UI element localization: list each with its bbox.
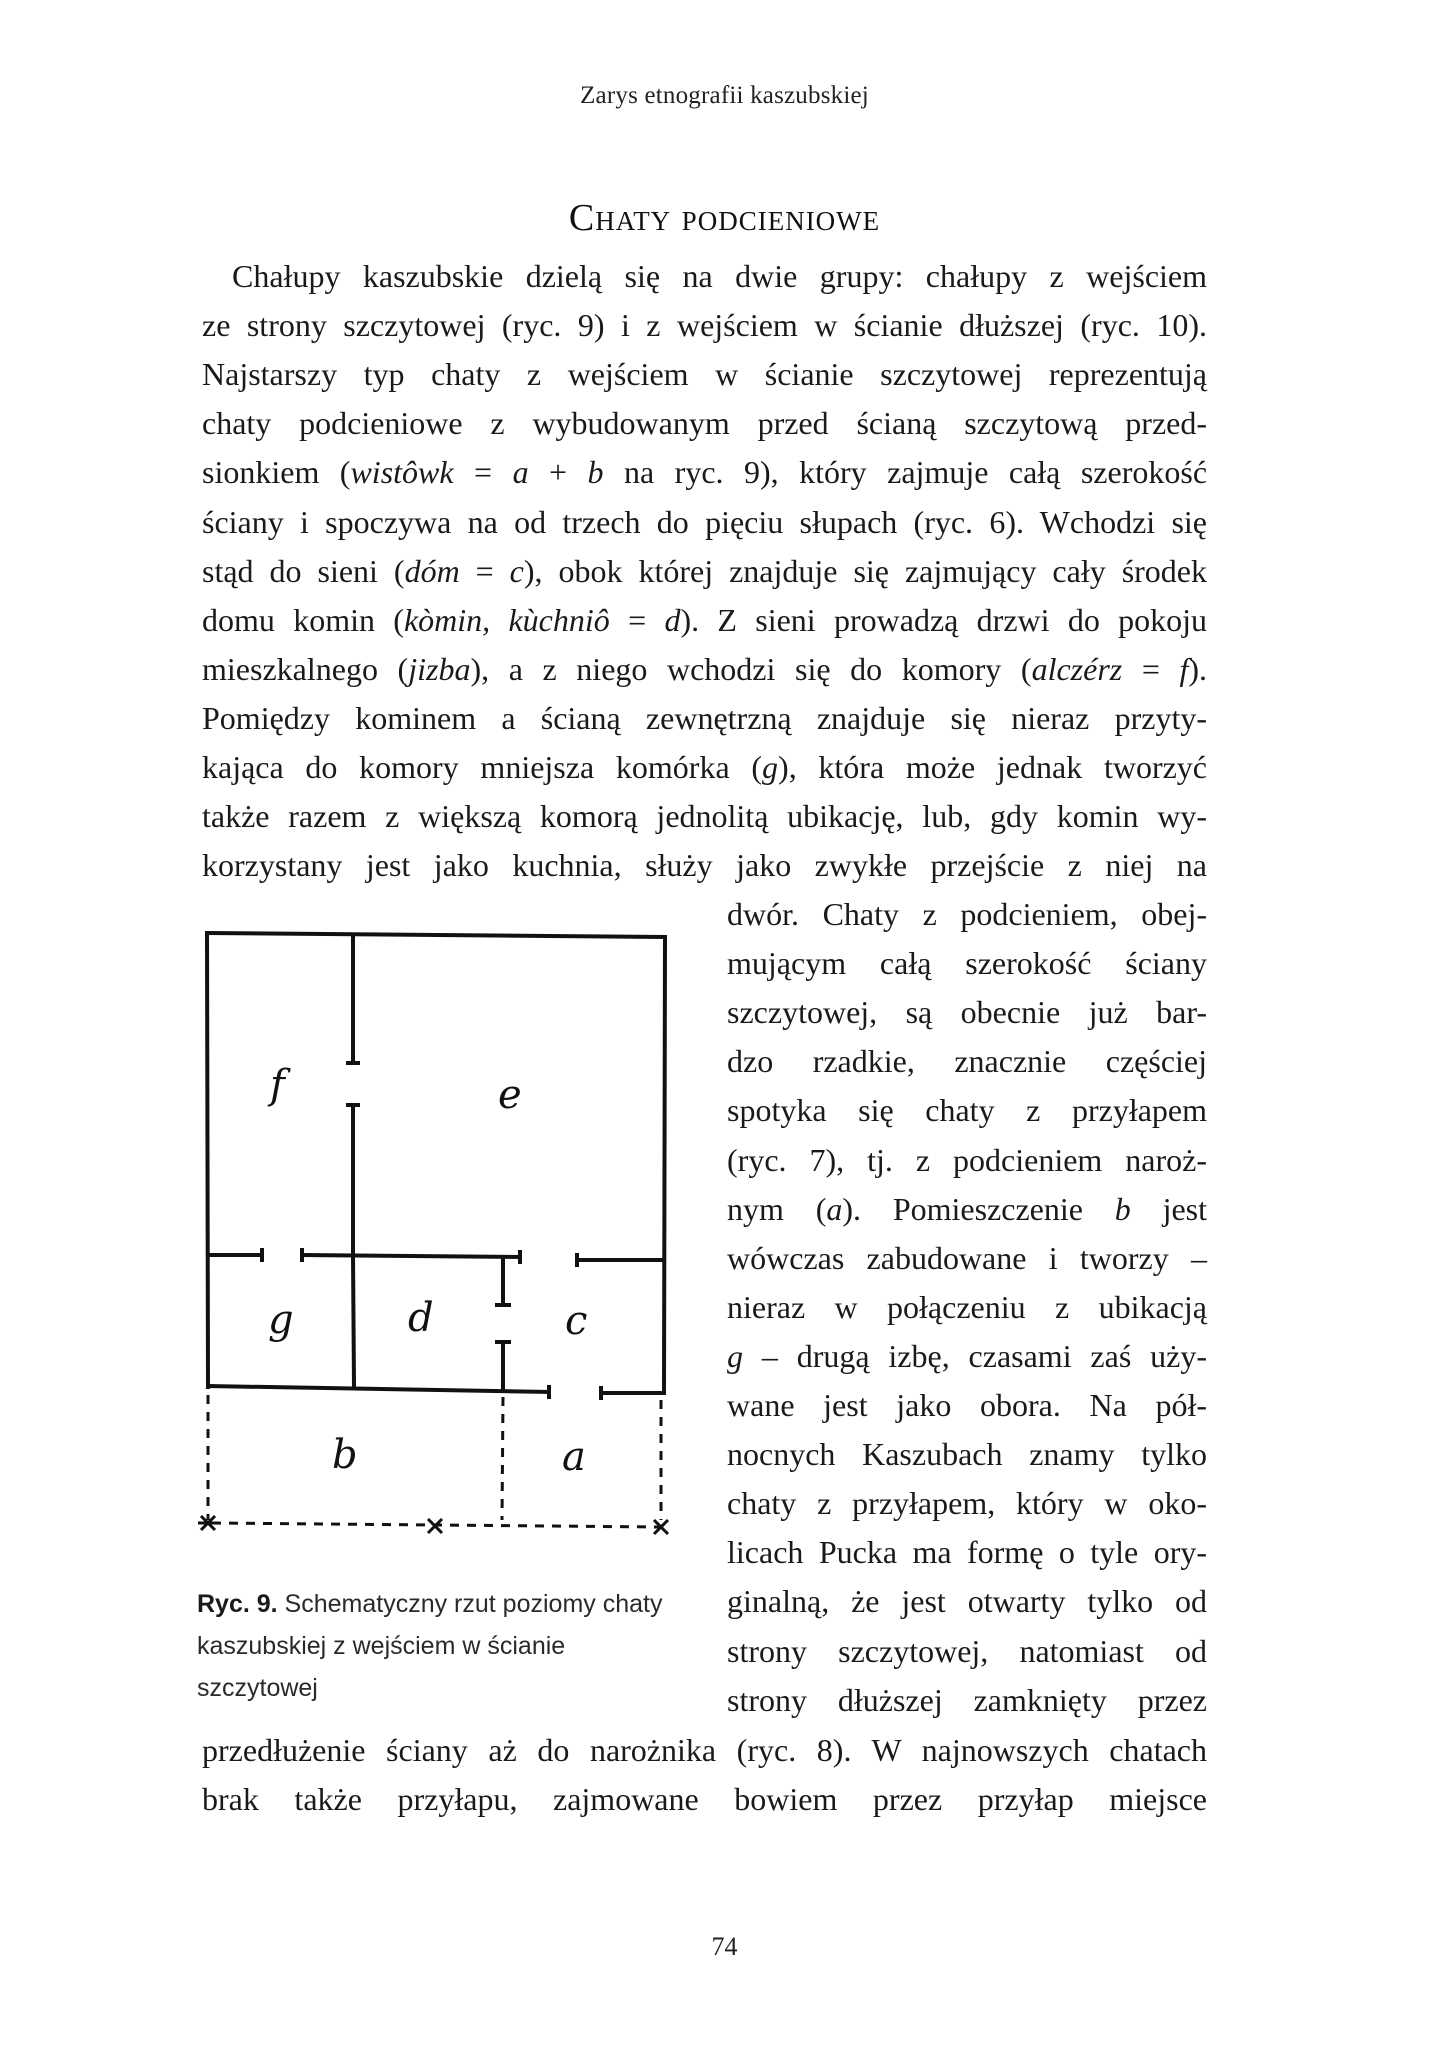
text-line xyxy=(202,1779,1207,1819)
text-line xyxy=(202,796,1207,836)
italic-term: kòmin, kùchniô xyxy=(403,601,610,638)
text-run: ). xyxy=(1188,650,1208,687)
text-line xyxy=(202,747,1207,787)
text-line xyxy=(202,1730,1207,1770)
text-line xyxy=(727,894,1207,934)
room-label-b: b xyxy=(332,1432,358,1478)
text-run: mieszkalnego ( xyxy=(202,650,409,687)
text-run: brak także przyłapu, zajmowane bowiem przez przyłap miejsce xyxy=(202,1781,1207,1818)
italic-term: jizba xyxy=(408,650,471,687)
porch-dash-middle xyxy=(502,1397,503,1520)
text-run: domu komin ( xyxy=(202,601,404,638)
text-run: ). Pomieszczenie xyxy=(842,1190,1115,1227)
caption-text-line3: szczytowej xyxy=(197,1674,318,1702)
text-run: sionkiem ( xyxy=(202,454,351,491)
text-run: chaty z przyłapem, który w oko- xyxy=(727,1485,1207,1522)
text-line xyxy=(202,600,1207,640)
italic-term: g xyxy=(727,1337,743,1374)
text-line xyxy=(727,1041,1207,1081)
text-run: Pomiędzy kominem a ścianą zewnętrzną znajduje się nieraz przyty- xyxy=(202,699,1207,736)
page-number: 74 xyxy=(711,1932,738,1961)
italic-term: a xyxy=(512,454,529,491)
text-run: także razem z większą komorą jednolitą ubikację, lub, gdy komin wy- xyxy=(202,798,1207,835)
text-run: spotyka się chaty z przyłapem xyxy=(727,1092,1207,1129)
text-run: chaty podcieniowe z wybudowanym przed ścianą szczytową przed- xyxy=(202,405,1207,442)
text-line xyxy=(727,1631,1207,1671)
text-run: nieraz w połączeniu z ubikacją xyxy=(727,1288,1207,1325)
text-run: ). Z sieni prowadzą drzwi do pokoju xyxy=(680,601,1208,638)
text-line xyxy=(232,256,1207,296)
text-line xyxy=(202,502,1207,542)
outer-wall-right xyxy=(664,937,665,1393)
text-run: kająca do komory mniejsza komórka ( xyxy=(202,749,763,785)
text-run: ), która może jednak tworzyć xyxy=(778,749,1208,785)
text-run: jest xyxy=(1130,1190,1208,1227)
text-run: = xyxy=(453,454,513,491)
text-line xyxy=(727,992,1207,1032)
italic-term: d xyxy=(664,601,681,638)
text-line xyxy=(202,698,1207,738)
room-label-d: d xyxy=(408,1295,434,1341)
text-run: wówczas zabudowane i tworzy – xyxy=(727,1239,1207,1276)
text-line xyxy=(202,305,1207,345)
text-run: wane jest jako obora. Na pół- xyxy=(727,1387,1207,1423)
text-line xyxy=(727,1238,1207,1278)
room-label-g: g xyxy=(268,1297,294,1343)
text-run: szczytowej, są obecnie już bar- xyxy=(727,994,1207,1031)
text-run: stąd do sieni ( xyxy=(202,552,405,589)
text-run: strony szczytowej, natomiast od xyxy=(727,1632,1207,1669)
outer-wall-top xyxy=(207,933,665,937)
text-run: (ryc. 7), tj. z podcieniem naroż- xyxy=(727,1141,1207,1178)
outer-wall-left xyxy=(207,933,208,1387)
text-run: + xyxy=(528,454,588,491)
text-run: przedłużenie ściany aż do narożnika (ryc. 8). W najnowszych chatach xyxy=(202,1732,1207,1768)
text-run: Chałupy kaszubskie dzielą się na dwie grupy: chałupy z wejściem xyxy=(232,258,1207,294)
text-line xyxy=(202,403,1207,443)
text-run: ), obok której znajduje się zajmujący cały środek xyxy=(523,552,1208,589)
wall-g-d-top xyxy=(302,1255,520,1257)
italic-term: alczérz xyxy=(1031,650,1123,687)
text-line xyxy=(727,1532,1207,1572)
italic-term: wistôwk xyxy=(350,454,454,491)
text-run: ze strony szczytowej (ryc. 9) i z wejściem w ścianie dłuższej (ryc. 10). xyxy=(202,307,1207,344)
room-label-c: c xyxy=(565,1298,588,1344)
text-line xyxy=(727,1483,1207,1523)
text-run: mującym całą szerokość ściany xyxy=(727,945,1207,982)
italic-term: a xyxy=(826,1190,843,1227)
text-run: dzo rzadkie, znacznie częściej xyxy=(727,1043,1207,1080)
floor-plan-figure xyxy=(190,915,690,1545)
text-run: nym ( xyxy=(727,1190,827,1227)
text-line xyxy=(727,1581,1207,1621)
text-run: dwór. Chaty z podcieniem, obej- xyxy=(727,896,1207,932)
text-run: = xyxy=(609,601,665,638)
text-line xyxy=(202,845,1207,885)
text-line xyxy=(727,1140,1207,1180)
text-line xyxy=(202,354,1207,394)
text-run: – drugą izbę, czasami zaś uży- xyxy=(743,1337,1207,1374)
text-run: korzystany jest jako kuchnia, służy jako zwykłe przejście z niej na xyxy=(202,847,1207,884)
text-line xyxy=(727,1434,1207,1474)
text-run: = xyxy=(459,552,510,589)
floor-plan-drawing xyxy=(190,915,690,1545)
text-line xyxy=(202,551,1207,591)
text-run: licach Pucka ma formę o tyle ory- xyxy=(727,1534,1207,1571)
wall-g-d xyxy=(353,1255,354,1386)
text-line xyxy=(727,1336,1207,1376)
room-label-a: a xyxy=(562,1434,586,1480)
italic-term: dóm xyxy=(404,552,460,589)
italic-term: b xyxy=(587,454,604,491)
text-run: = xyxy=(1122,650,1180,687)
text-line xyxy=(202,649,1207,689)
italic-term: g xyxy=(762,749,779,785)
room-label-e: e xyxy=(498,1072,522,1118)
caption-text-line1: Schematyczny rzut poziomy chaty xyxy=(277,1590,663,1618)
text-line xyxy=(202,452,1207,492)
italic-term: f xyxy=(1179,650,1189,687)
italic-term: c xyxy=(509,552,524,589)
section-title: Chaty podcieniowe xyxy=(568,197,881,239)
running-head: Zarys etnografii kaszubskiej xyxy=(580,82,869,109)
italic-term: b xyxy=(1114,1190,1131,1227)
text-run: strony dłuższej zamknięty przez xyxy=(727,1681,1207,1718)
text-line xyxy=(727,1680,1207,1720)
text-line xyxy=(727,1090,1207,1130)
text-run: nocnych Kaszubach znamy tylko xyxy=(727,1436,1207,1473)
text-line xyxy=(727,1287,1207,1327)
text-line xyxy=(727,1385,1207,1425)
figure-caption xyxy=(197,1583,697,1709)
text-run: ginalną, że jest otwarty tylko od xyxy=(727,1583,1207,1620)
text-run: ), a z niego wchodzi się do komory ( xyxy=(470,650,1032,687)
caption-text-line2: kaszubskiej z wejściem w ścianie xyxy=(197,1632,566,1660)
text-run: ściany i spoczywa na od trzech do pięciu słupach (ryc. 6). Wchodzi się xyxy=(202,503,1207,540)
text-run: Najstarszy typ chaty z wejściem w ścianie szczytowej reprezentują xyxy=(202,356,1207,393)
caption-label: Ryc. 9. xyxy=(197,1590,278,1618)
text-line xyxy=(727,943,1207,983)
wall-bottom-left xyxy=(208,1386,549,1392)
room-label-f: f xyxy=(270,1062,285,1108)
text-line xyxy=(727,1189,1207,1229)
text-run: na ryc. 9), który zajmuje całą szerokość xyxy=(603,454,1208,491)
